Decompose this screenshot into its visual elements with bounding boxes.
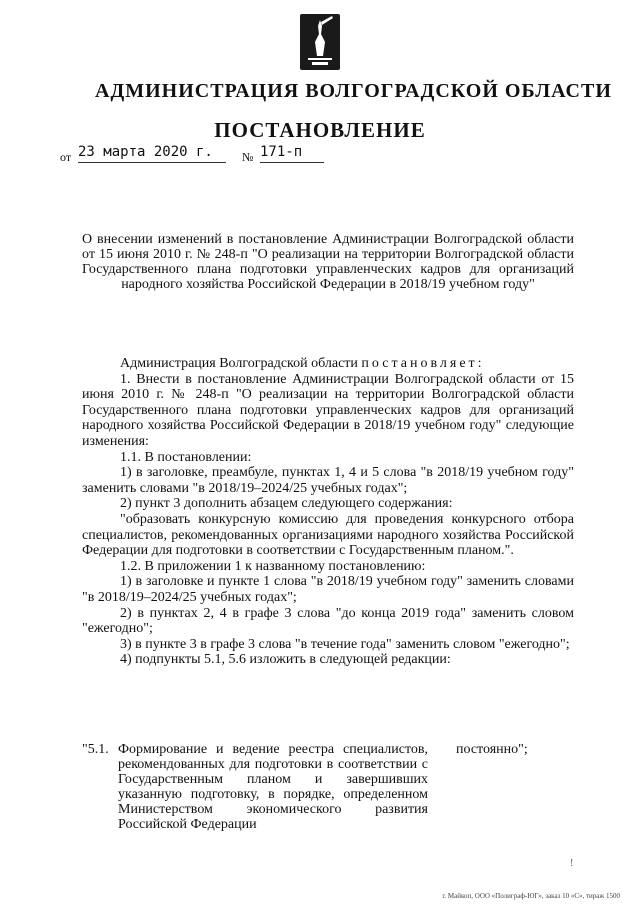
preamble-prefix: Администрация Волгоградской области	[120, 356, 358, 371]
body-paragraph: 4) подпункты 5.1, 5.6 изложить в следующей редакции:	[120, 652, 451, 668]
body-paragraph: 3) в пункте 3 в графе 3 слова "в течение года" заменить словом "ежегодно";	[120, 636, 570, 652]
document-body	[82, 356, 574, 668]
body-paragraph: 1. Внести в постановление Администрации Волгоградской области от 15 июня 2010 г. № 248-п "О реализации на территории Волгоградской области Государственного плана подготовки управленческих кадров для организаций народного хозяйства Российской Федерации в 2018/19 учебном году" следующие изменения:	[82, 371, 574, 449]
document-subject: О внесении изменений в постановление Администрации Волгоградской области от 15 июня 2010 г. № 248-п "О реализации на территории Волгоградской области Государственного плана подготовки управленческих кадров для организаций народного хозяйства Российской Федерации в 2018/19 учебном году"	[82, 232, 574, 292]
body-paragraph: 1) в заголовке, преамбуле, пунктах 1, 4 и 5 слова "в 2018/19 учебном году" заменить словами "в 2018/19–2024/25 учебных годах";	[82, 465, 574, 496]
from-label: от	[60, 150, 72, 164]
body-paragraph: 1.1. В постановлении:	[120, 449, 252, 465]
item-number: "5.1.	[82, 742, 109, 757]
body-paragraph: 1.2. В приложении 1 к названному постановлению:	[120, 558, 426, 574]
preamble-verb: постановляет:	[361, 356, 485, 371]
number-label: №	[242, 150, 254, 164]
item-text: Формирование и ведение реестра специалистов, рекомендованных для подготовки в соответствии с Государственным планом и завершивших указанную подготовку, в порядке, определенном Министерством экономического развития Российской Федерации	[118, 742, 428, 832]
body-paragraph: 2) в пунктах 2, 4 в графе 3 слова "до конца 2019 года" заменить словом "ежегодно";	[82, 605, 574, 637]
body-paragraph: 1) в заголовке и пункте 1 слова "в 2018/19 учебном году" заменить словами "в 2018/19–2024/25 учебных годах";	[82, 574, 574, 605]
organization-title: АДМИНИСТРАЦИЯ ВОЛГОГРАДСКОЙ ОБЛАСТИ	[95, 80, 612, 102]
volgograd-emblem-icon	[298, 12, 342, 74]
margin-mark: !	[570, 858, 574, 869]
date-number-line	[60, 144, 380, 168]
document-number: 171-п	[260, 144, 324, 163]
item-deadline: постоянно";	[456, 742, 528, 757]
document-type-title: ПОСТАНОВЛЕНИЕ	[214, 118, 426, 142]
document-date: 23 марта 2020 г.	[78, 144, 226, 163]
print-footer: г. Майкоп, ООО «Полиграф-ЮГ», заказ 10 «С», тираж 1500	[442, 892, 620, 900]
body-paragraph: "образовать конкурсную комиссию для проведения конкурсного отбора специалистов, рекомендованных организациями народного хозяйства Российской Федерации для подготовки в соответствии с Государственным планом.".	[82, 511, 574, 559]
body-paragraph: 2) пункт 3 дополнить абзацем следующего содержания:	[120, 496, 453, 512]
preamble	[82, 356, 574, 372]
